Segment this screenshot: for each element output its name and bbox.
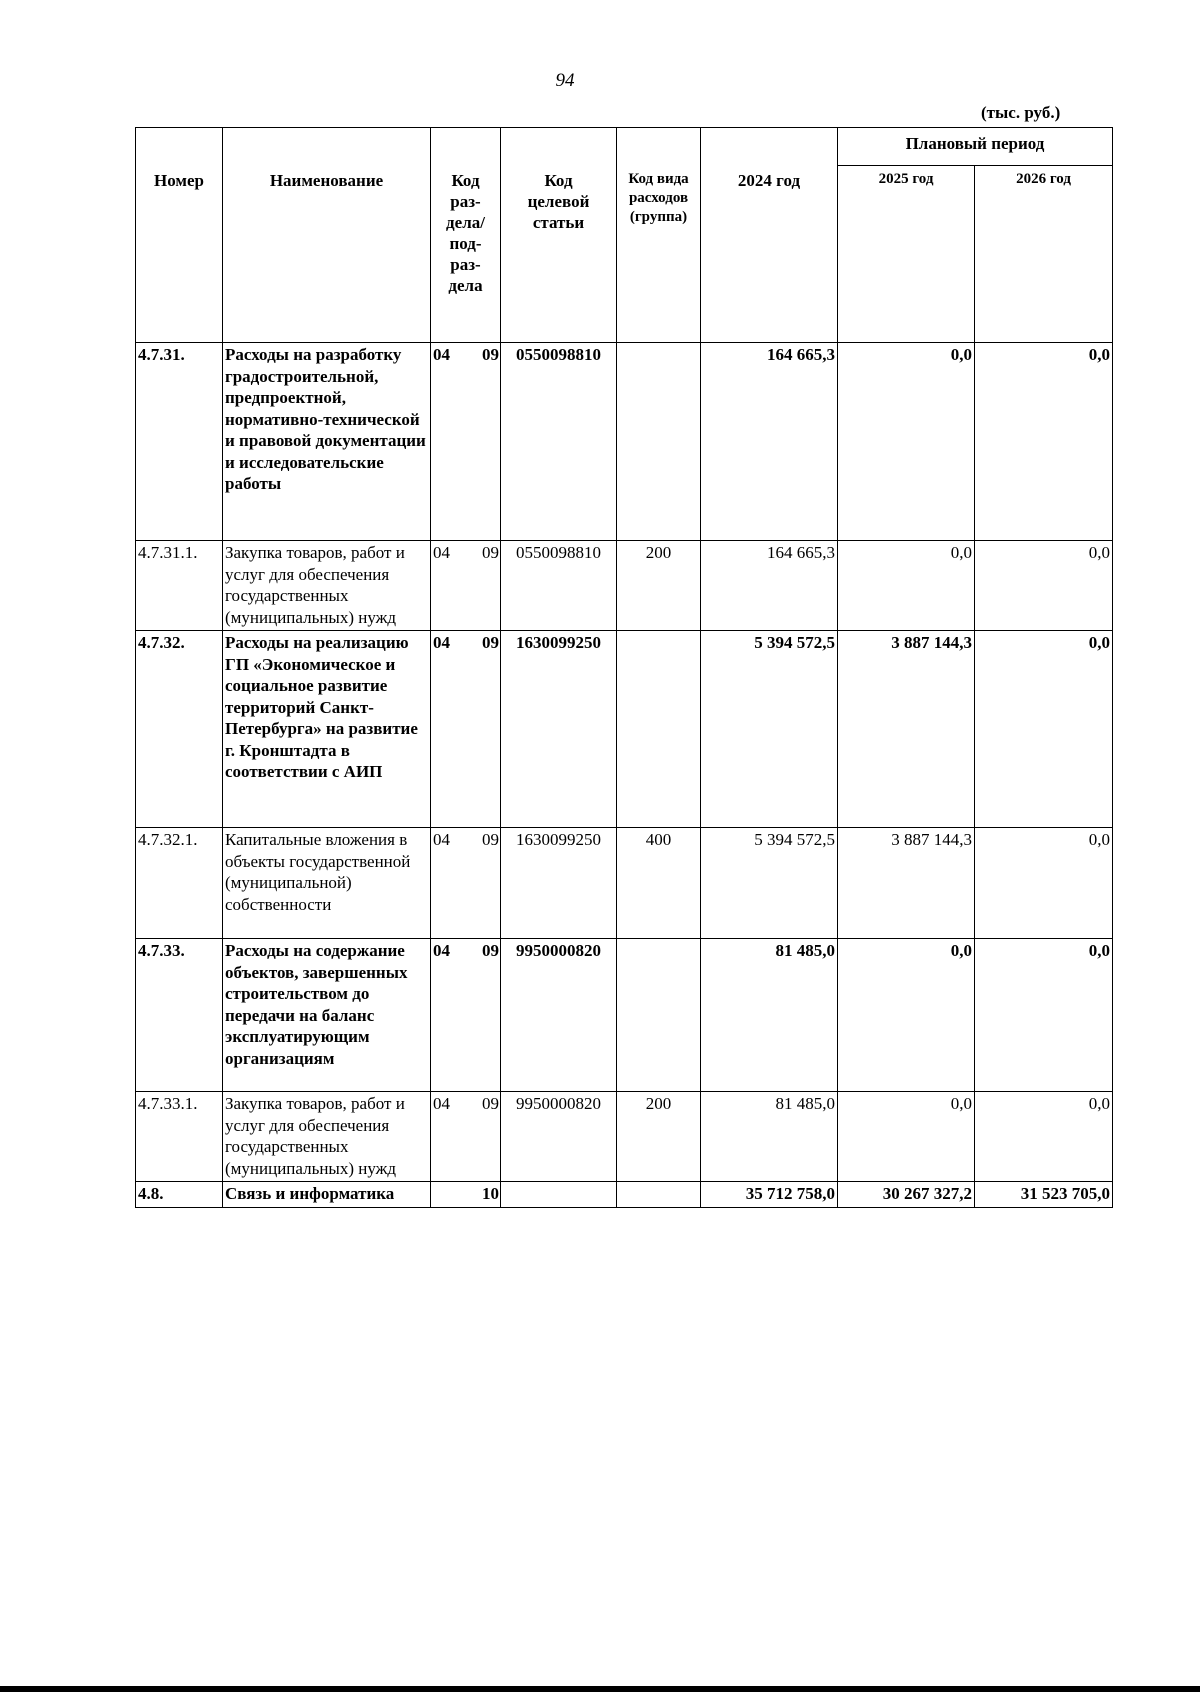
- row-target: 0550098810: [501, 343, 617, 541]
- header-number: Номер: [136, 128, 223, 343]
- row-2025: 0,0: [838, 939, 975, 1092]
- row-subsection-code: 09: [482, 633, 499, 652]
- row-2026: 31 523 705,0: [975, 1182, 1113, 1208]
- row-expense-type: 400: [617, 828, 701, 939]
- row-section: [431, 1182, 501, 1208]
- row-subsection-code: 10: [482, 1184, 499, 1203]
- row-name: Расходы на реализацию ГП «Экономическое и социальное развитие территорий Санкт-Петербурга» на развитие г. Кронштадта в соответствии с АИП: [223, 631, 431, 828]
- row-2026: 0,0: [975, 828, 1113, 939]
- row-2024: 35 712 758,0: [701, 1182, 838, 1208]
- row-section: [431, 828, 501, 939]
- table-row: [136, 1182, 1113, 1208]
- row-section-code: 04: [433, 345, 450, 364]
- row-expense-type: [617, 939, 701, 1092]
- budget-table: [135, 127, 1113, 1208]
- row-2025: 30 267 327,2: [838, 1182, 975, 1208]
- row-section-code: 04: [433, 830, 450, 849]
- row-name: Расходы на разработку градостроительной, предпроектной, нормативно-технической и правовой документации и исследовательские работы: [223, 343, 431, 541]
- row-subsection-code: 09: [482, 543, 499, 562]
- row-section: [431, 343, 501, 541]
- table-row: [136, 1092, 1113, 1182]
- row-section: [431, 631, 501, 828]
- row-2025: 3 887 144,3: [838, 631, 975, 828]
- header-expense-type: Код вида расходов (группа): [617, 128, 701, 343]
- table-row: [136, 541, 1113, 631]
- table-row: [136, 631, 1113, 828]
- table-row: [136, 828, 1113, 939]
- row-subsection-code: 09: [482, 941, 499, 960]
- units-label: (тыс. руб.): [981, 103, 1061, 122]
- row-2026: 0,0: [975, 1092, 1113, 1182]
- row-expense-type: 200: [617, 541, 701, 631]
- row-section-code: 04: [433, 633, 450, 652]
- row-2024: 164 665,3: [701, 541, 838, 631]
- row-2025: 0,0: [838, 541, 975, 631]
- row-number: 4.7.31.1.: [136, 541, 223, 631]
- row-2025: 3 887 144,3: [838, 828, 975, 939]
- row-expense-type: 200: [617, 1092, 701, 1182]
- row-2024: 164 665,3: [701, 343, 838, 541]
- row-section-code: 04: [433, 543, 450, 562]
- table-row: [136, 939, 1113, 1092]
- row-target: 9950000820: [501, 939, 617, 1092]
- row-2026: 0,0: [975, 939, 1113, 1092]
- row-target: 0550098810: [501, 541, 617, 631]
- row-subsection-code: 09: [482, 1094, 499, 1113]
- row-2024: 5 394 572,5: [701, 631, 838, 828]
- row-2024: 5 394 572,5: [701, 828, 838, 939]
- row-number: 4.7.33.: [136, 939, 223, 1092]
- row-name: Закупка товаров, работ и услуг для обеспечения государственных (муниципальных) нужд: [223, 541, 431, 631]
- row-2026: 0,0: [975, 541, 1113, 631]
- row-2026: 0,0: [975, 343, 1113, 541]
- row-section-code: 04: [433, 1094, 450, 1113]
- row-expense-type: [617, 631, 701, 828]
- page-number: 94: [555, 70, 575, 91]
- row-section: [431, 541, 501, 631]
- row-2025: 0,0: [838, 1092, 975, 1182]
- header-2025: 2025 год: [838, 166, 975, 343]
- row-name: Связь и информатика: [223, 1182, 431, 1208]
- row-2024: 81 485,0: [701, 1092, 838, 1182]
- row-target: 1630099250: [501, 631, 617, 828]
- row-number: 4.7.32.1.: [136, 828, 223, 939]
- row-expense-type: [617, 1182, 701, 1208]
- table-row: [136, 343, 1113, 541]
- row-number: 4.8.: [136, 1182, 223, 1208]
- row-name: Закупка товаров, работ и услуг для обеспечения государственных (муниципальных) нужд: [223, 1092, 431, 1182]
- row-section-code: 04: [433, 941, 450, 960]
- header-row-top: [136, 128, 1113, 166]
- header-2024: 2024 год: [701, 128, 838, 343]
- row-target: 9950000820: [501, 1092, 617, 1182]
- header-name: Наименование: [223, 128, 431, 343]
- row-subsection-code: 09: [482, 830, 499, 849]
- row-target: [501, 1182, 617, 1208]
- row-2024: 81 485,0: [701, 939, 838, 1092]
- header-planned-period: Плановый период: [838, 128, 1113, 166]
- row-name: Расходы на содержание объектов, завершенных строительством до передачи на баланс эксплуатирующим организациям: [223, 939, 431, 1092]
- row-expense-type: [617, 343, 701, 541]
- scan-bottom-edge: [0, 1686, 1200, 1692]
- header-section: Код раз-дела/ под-раз-дела: [431, 128, 501, 343]
- row-name: Капитальные вложения в объекты государственной (муниципальной) собственности: [223, 828, 431, 939]
- row-section: [431, 939, 501, 1092]
- row-number: 4.7.33.1.: [136, 1092, 223, 1182]
- header-2026: 2026 год: [975, 166, 1113, 343]
- row-section: [431, 1092, 501, 1182]
- row-number: 4.7.31.: [136, 343, 223, 541]
- row-2025: 0,0: [838, 343, 975, 541]
- row-number: 4.7.32.: [136, 631, 223, 828]
- header-target: Код целевой статьи: [501, 128, 617, 343]
- row-2026: 0,0: [975, 631, 1113, 828]
- row-subsection-code: 09: [482, 345, 499, 364]
- row-target: 1630099250: [501, 828, 617, 939]
